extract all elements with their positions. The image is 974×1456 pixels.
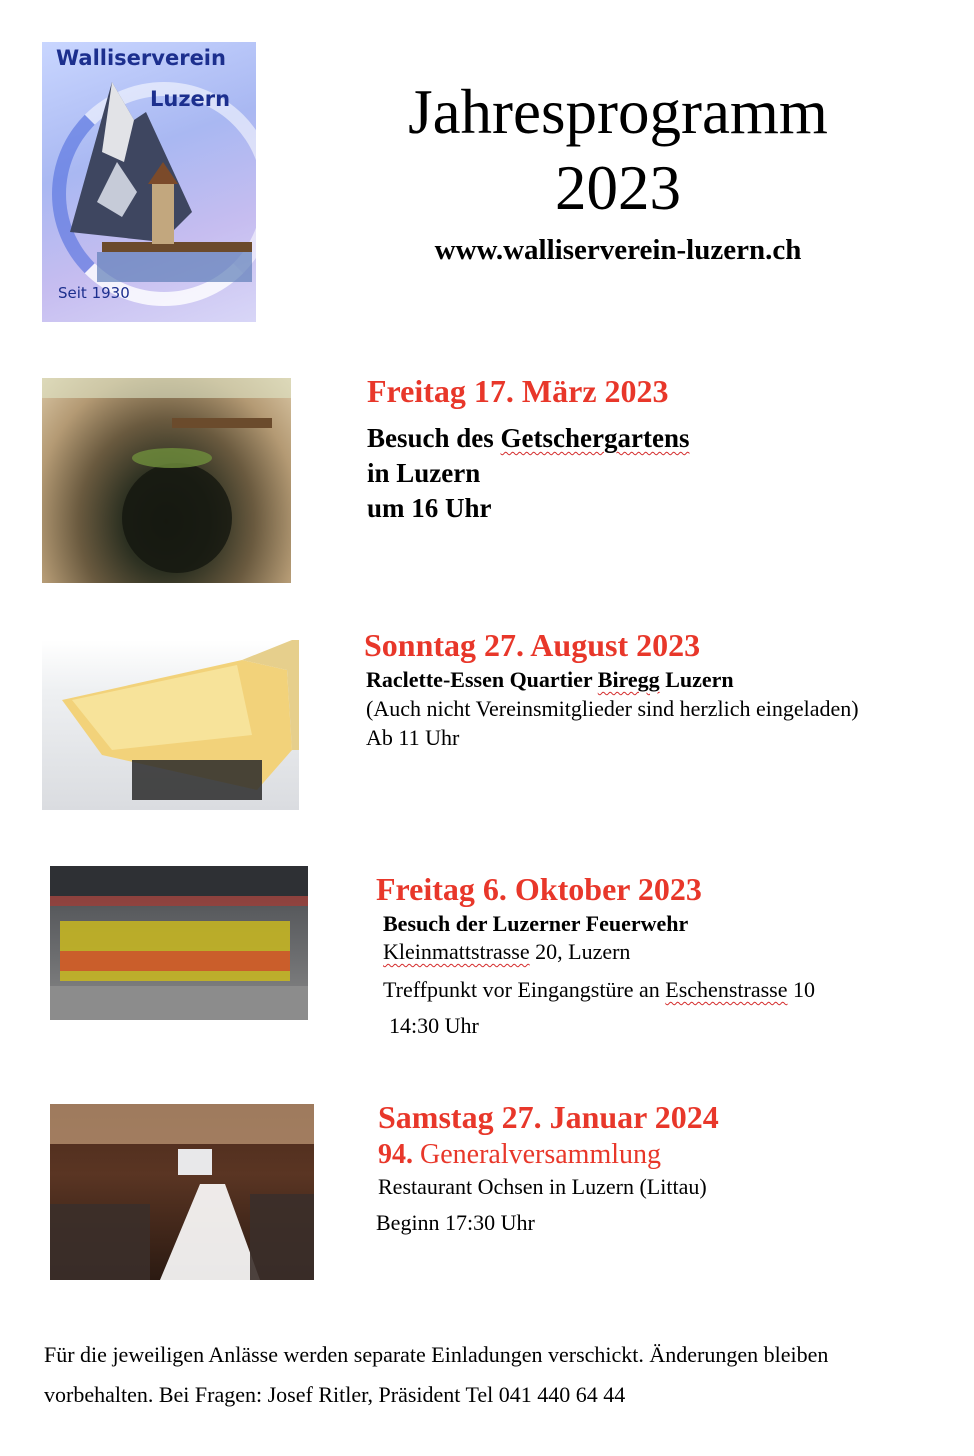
event-3-address-post: 20, Luzern (529, 939, 631, 964)
raclette-illustration (42, 640, 299, 810)
event-1-title (367, 421, 689, 456)
feuerwehr-photo (50, 866, 308, 1020)
event-3-time: 14:30 Uhr (389, 1013, 479, 1038)
event-4-date: Samstag 27. Januar 2024 (378, 1099, 719, 1135)
event-3-meeting-point (383, 975, 815, 1004)
event-1-date: Freitag 17. März 2023 (367, 373, 669, 409)
event-3-date: Freitag 6. Oktober 2023 (376, 871, 702, 907)
gletschergarten-illustration (42, 378, 291, 583)
event-1-title-mark: Getschergartens (500, 423, 690, 453)
event-3-address-mark: Kleinmattstrasse (383, 939, 530, 964)
event-1-title-pre: Besuch des (367, 423, 501, 453)
footer-note (44, 1335, 944, 1415)
event-2-title-mark: Biregg (597, 667, 660, 692)
event-3-title: Besuch der Luzerner Feuerwehr (383, 911, 689, 936)
feuerwehr-illustration (50, 866, 308, 1020)
event-4-title (378, 1138, 661, 1172)
footer-line-1: Für die jeweiligen Anlässe werden separate Einladungen verschickt. Änderungen bleiben (44, 1342, 829, 1367)
event-1-location: in Luzern (367, 458, 481, 488)
club-logo (42, 42, 256, 322)
event-3-meet-post: 10 (787, 977, 815, 1002)
event-2-note: (Auch nicht Vereinsmitglieder sind herzlich eingeladen) (366, 696, 859, 721)
event-1-time: um 16 Uhr (367, 493, 492, 523)
logo-line-3: Seit 1930 (58, 284, 130, 302)
event-3-meet-mark: Eschenstrasse (665, 977, 788, 1002)
event-2-title (366, 665, 734, 694)
generalversammlung-illustration (50, 1104, 314, 1280)
event-2-title-pre: Raclette-Essen Quartier (366, 667, 598, 692)
page-title: Jahresprogramm (408, 77, 828, 147)
event-3-address (383, 937, 630, 966)
event-4-title-text: Generalversammlung (413, 1139, 662, 1170)
event-4-location: Restaurant Ochsen in Luzern (Littau) (378, 1174, 707, 1199)
event-4-number: 94. (378, 1139, 413, 1170)
event-2-time: Ab 11 Uhr (366, 725, 460, 750)
generalversammlung-photo (50, 1104, 314, 1280)
logo-line-2: Luzern (150, 87, 231, 111)
website-link[interactable]: www.walliserverein-luzern.ch (434, 234, 802, 266)
gletschergarten-photo (42, 378, 291, 583)
page-year: 2023 (555, 153, 681, 223)
footer-line-2: vorbehalten. Bei Fragen: Josef Ritler, Präsident Tel 041 440 64 44 (44, 1382, 626, 1407)
event-4-time: Beginn 17:30 Uhr (376, 1210, 535, 1235)
raclette-photo (42, 640, 299, 810)
logo-illustration (42, 42, 256, 322)
event-2-date: Sonntag 27. August 2023 (364, 627, 701, 663)
event-3-meet-pre: Treffpunkt vor Eingangstüre an (383, 977, 666, 1002)
event-2-title-post: Luzern (659, 667, 734, 692)
logo-line-1: Walliserverein (56, 46, 226, 70)
